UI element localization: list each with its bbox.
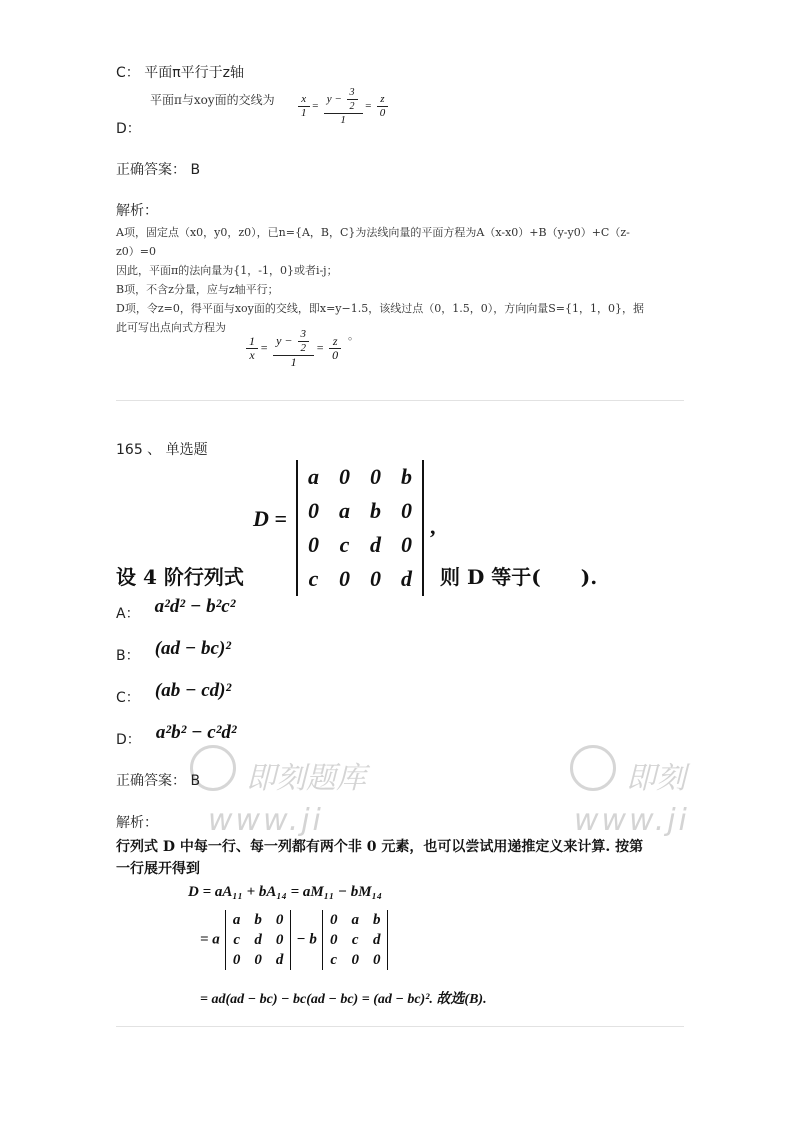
option-d[interactable]	[116, 722, 237, 748]
stem-suffix: 则 D 等于( ).	[440, 565, 598, 589]
divider	[116, 1026, 684, 1027]
prev-analysis-body: A项，固定点（x0，y0，z0），已n={A，B，C}为法线向量的平面方程为A（x-x0）+B（y-y0）+C（z- z0）=0 因此，平面π的法向量为{1，-1，0}或者i-j； B项，不含z分量，应与z轴平行； D项，令z=0，得平面与xoy面的交线，即x=y−1.5，该线过点（0，1.5，0），方向向量S={1，1，0}，据 此可写出点向式方程为	[116, 226, 644, 334]
stem-prefix: 设 4 阶行列式	[116, 565, 244, 589]
option-a[interactable]	[116, 596, 236, 622]
option-label: A：	[116, 606, 140, 622]
option-text: a²b² − c²d²	[155, 722, 237, 743]
minor-matrix-1: a b 0 c d 0 0 0 d	[225, 910, 292, 970]
prev-option-d-text: 平面π与xoy面的交线为	[150, 93, 275, 107]
matrix-row: 0 a b 0	[308, 498, 412, 523]
prev-answer: 正确答案： B	[116, 162, 201, 178]
option-text: a²d² − b²c²	[154, 596, 236, 617]
option-label: D：	[116, 732, 141, 748]
question-number: 165 、 单选题	[116, 442, 208, 458]
prev-option-d-label: D：	[116, 121, 141, 137]
panda-logo-icon	[570, 745, 616, 791]
option-label: C：	[116, 65, 140, 81]
expand-line-2: = a a b 0 c d 0 0 0 d − b 0 a b 0 c d c 0 0	[200, 910, 388, 970]
stem-comma: ,	[430, 514, 436, 539]
expand-line-3: = ad(ad − bc) − bc(ad − bc) = (ad − bc)². 故选(B).	[200, 992, 487, 1007]
option-label: C：	[116, 690, 140, 706]
analysis-text-1: 行列式 D 中每一行、每一列都有两个非 0 元素，也可以尝试用递推定义来计算. 按第	[116, 839, 644, 855]
answer: 正确答案： B	[116, 773, 201, 789]
option-text: 平面π平行于z轴	[144, 65, 245, 81]
det-label: D =	[253, 506, 287, 531]
prev-option-c	[116, 62, 244, 82]
divider	[116, 400, 684, 401]
option-c[interactable]	[116, 680, 232, 706]
watermark-left: 即刻题库 www.ji	[190, 745, 390, 840]
prev-option-d-formula: $\frac{x}{1}$ = y − $\frac{3}{2}$ 1 = $\frac{z}{0}$	[296, 86, 390, 127]
matrix-row: a 0 0 b	[308, 464, 412, 489]
analysis-label: 解析：	[116, 815, 158, 831]
option-label: B：	[116, 648, 140, 664]
expand-line-1: D = aA₁₁ + bA₁₄ = aM₁₁ − bM₁₄	[188, 884, 383, 900]
prev-analysis-label: 解析：	[116, 203, 158, 219]
matrix-row: c 0 0 d	[308, 566, 412, 591]
answer-value: B	[190, 162, 201, 178]
analysis-text-2: 一行展开得到	[116, 861, 200, 877]
option-text: (ab − cd)²	[154, 680, 232, 701]
watermark-right: 即刻 www.ji	[570, 745, 800, 840]
option-text: (ad − bc)²	[154, 638, 231, 659]
formula-end-mark: 。	[348, 329, 359, 342]
prev-analysis-formula: $\frac{1}{x}$ = y − $\frac{3}{2}$ 1 = $\frac{z}{0}$	[244, 328, 343, 369]
det-matrix	[296, 460, 424, 596]
matrix-row: 0 c d 0	[308, 532, 412, 557]
minor-matrix-2: 0 a b 0 c d c 0 0	[322, 910, 389, 970]
answer-value: B	[190, 773, 201, 789]
option-b[interactable]	[116, 638, 231, 664]
